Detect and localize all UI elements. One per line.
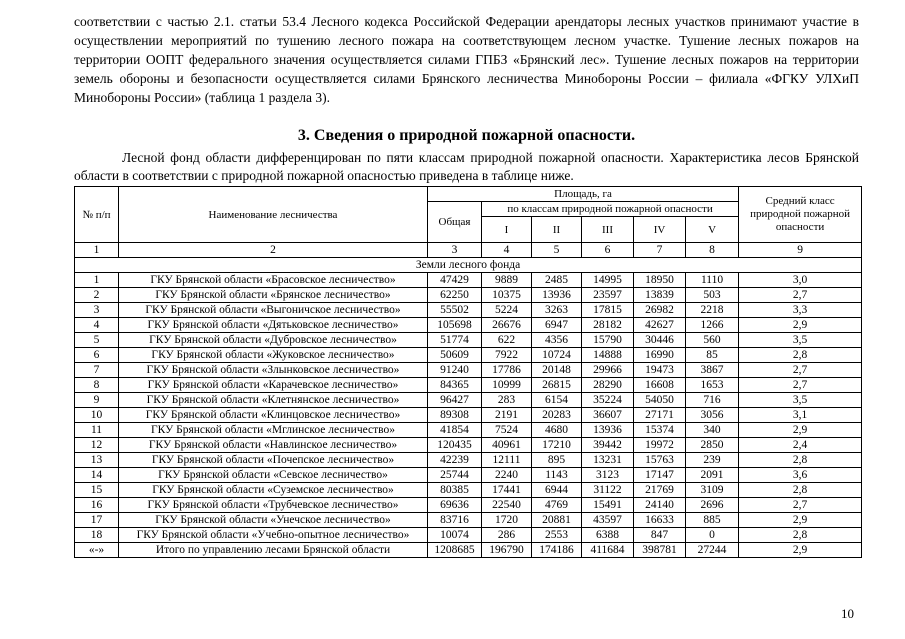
table-cell: 4356 xyxy=(532,333,582,348)
table-cell: 885 xyxy=(686,513,739,528)
table-cell: 47429 xyxy=(428,273,482,288)
table-cell: 2,7 xyxy=(739,363,862,378)
table-cell: 21769 xyxy=(634,483,686,498)
table-cell: 26815 xyxy=(532,378,582,393)
header-name: Наименование лесничества xyxy=(119,187,428,243)
table-cell: 17210 xyxy=(532,438,582,453)
table-cell: 1 xyxy=(75,273,119,288)
table-cell: 17786 xyxy=(482,363,532,378)
table-cell: 18950 xyxy=(634,273,686,288)
table-row xyxy=(75,348,862,363)
table-cell: 20881 xyxy=(532,513,582,528)
table-cell: 239 xyxy=(686,453,739,468)
table-cell: 17147 xyxy=(634,468,686,483)
table-cell: 17441 xyxy=(482,483,532,498)
table-cell: 13 xyxy=(75,453,119,468)
body-paragraph: соответствии с частью 2.1. статьи 53.4 Лесного кодекса Российской Федерации арендаторы лесных участков принимают участие в осуществлении мероприятий по тушению лесного пожара на соответствующем лесном участке. Тушение лесных пожаров на территории ООПТ федерального значения осуществляется силами ГПБЗ «Брянский лес». Тушение лесных пожаров на территории земель обороны и безопасности осуществляется силами Брянского лесничества Минобороны России – филиала «ФГКУ УЛХиП Минобороны России» (таблица 1 раздела 3). xyxy=(74,14,859,105)
table-cell: 120435 xyxy=(428,438,482,453)
table-cell: 3867 xyxy=(686,363,739,378)
table-cell: 17 xyxy=(75,513,119,528)
table-cell: 50609 xyxy=(428,348,482,363)
table-row xyxy=(75,408,862,423)
table-cell: 40961 xyxy=(482,438,532,453)
table-cell: 13839 xyxy=(634,288,686,303)
table-cell: 1653 xyxy=(686,378,739,393)
table-row xyxy=(75,378,862,393)
table-cell: 105698 xyxy=(428,318,482,333)
section-row xyxy=(75,258,862,273)
forestry-name-cell: ГКУ Брянской области «Злынковское лесничество» xyxy=(119,363,428,378)
table-cell: 2,9 xyxy=(739,513,862,528)
document-page xyxy=(74,12,859,558)
table-cell: 560 xyxy=(686,333,739,348)
header-by-class: по классам природной пожарной опасности xyxy=(482,202,739,217)
table-cell: 2,9 xyxy=(739,543,862,558)
forestry-name-cell: ГКУ Брянской области «Дубровское лесничество» xyxy=(119,333,428,348)
table-cell: 2,8 xyxy=(739,483,862,498)
table-cell: 6 xyxy=(75,348,119,363)
table-cell: 15 xyxy=(75,483,119,498)
table-cell: 51774 xyxy=(428,333,482,348)
table-cell: 9 xyxy=(75,393,119,408)
table-cell: 91240 xyxy=(428,363,482,378)
table-cell: 10724 xyxy=(532,348,582,363)
table-cell: 1266 xyxy=(686,318,739,333)
table-cell: 14995 xyxy=(582,273,634,288)
header-class-2: II xyxy=(532,217,582,243)
header-avg: Средний класс природной пожарной опасности xyxy=(739,187,862,243)
table-cell: 12111 xyxy=(482,453,532,468)
table-cell: 2,7 xyxy=(739,378,862,393)
table-cell: 5224 xyxy=(482,303,532,318)
table-cell: 3,5 xyxy=(739,393,862,408)
table-cell: 25744 xyxy=(428,468,482,483)
table-cell: 2,8 xyxy=(739,528,862,543)
table-cell: 27171 xyxy=(634,408,686,423)
table-cell: 3,1 xyxy=(739,408,862,423)
forestry-name-cell: ГКУ Брянской области «Выгоничское лесничество» xyxy=(119,303,428,318)
table-cell: 286 xyxy=(482,528,532,543)
table-row xyxy=(75,333,862,348)
table-row xyxy=(75,543,862,558)
table-cell: 16990 xyxy=(634,348,686,363)
table-row xyxy=(75,288,862,303)
table-cell: 13936 xyxy=(532,288,582,303)
table-cell: 10375 xyxy=(482,288,532,303)
column-number-cell: 2 xyxy=(119,243,428,258)
table-cell: 2091 xyxy=(686,468,739,483)
table-cell: 36607 xyxy=(582,408,634,423)
column-number-cell: 4 xyxy=(482,243,532,258)
table-cell: 2485 xyxy=(532,273,582,288)
table-row xyxy=(75,363,862,378)
table-row xyxy=(75,273,862,288)
table-cell: 35224 xyxy=(582,393,634,408)
table-cell: 15374 xyxy=(634,423,686,438)
table-cell: 3109 xyxy=(686,483,739,498)
table-cell: 4769 xyxy=(532,498,582,513)
table-cell: 89308 xyxy=(428,408,482,423)
table-cell: 174186 xyxy=(532,543,582,558)
table-row xyxy=(75,483,862,498)
table-cell: 15790 xyxy=(582,333,634,348)
table-cell: 7 xyxy=(75,363,119,378)
table-cell: 622 xyxy=(482,333,532,348)
table-cell: 22540 xyxy=(482,498,532,513)
table-cell: 5 xyxy=(75,333,119,348)
table-cell: 1208685 xyxy=(428,543,482,558)
header-class-1: I xyxy=(482,217,532,243)
table-cell: 6388 xyxy=(582,528,634,543)
table-cell: 20148 xyxy=(532,363,582,378)
header-num: № п/п xyxy=(75,187,119,243)
table-cell: 13936 xyxy=(582,423,634,438)
forestry-name-cell: ГКУ Брянской области «Суземское лесничество» xyxy=(119,483,428,498)
table-cell: 3,3 xyxy=(739,303,862,318)
forestry-name-cell: ГКУ Брянской области «Почепское лесничество» xyxy=(119,453,428,468)
table-cell: 1143 xyxy=(532,468,582,483)
table-cell: 1720 xyxy=(482,513,532,528)
table-cell: 3263 xyxy=(532,303,582,318)
table-row xyxy=(75,318,862,333)
table-cell: 2,8 xyxy=(739,348,862,363)
column-number-cell: 9 xyxy=(739,243,862,258)
table-cell: 12 xyxy=(75,438,119,453)
column-number-cell: 5 xyxy=(532,243,582,258)
table-row xyxy=(75,468,862,483)
table-cell: 15491 xyxy=(582,498,634,513)
table-cell: 3 xyxy=(75,303,119,318)
table-cell: 716 xyxy=(686,393,739,408)
table-row xyxy=(75,498,862,513)
table-cell: 2,9 xyxy=(739,423,862,438)
header-total: Общая xyxy=(428,202,482,243)
forestry-name-cell: ГКУ Брянской области «Брянское лесничество» xyxy=(119,288,428,303)
table-row xyxy=(75,453,862,468)
table-cell: 2,8 xyxy=(739,453,862,468)
table-cell: 26982 xyxy=(634,303,686,318)
table-cell: 23597 xyxy=(582,288,634,303)
table-cell: 3,5 xyxy=(739,333,862,348)
table-row xyxy=(75,303,862,318)
table-cell: 43597 xyxy=(582,513,634,528)
table-cell: 7922 xyxy=(482,348,532,363)
column-number-cell: 3 xyxy=(428,243,482,258)
table-cell: 96427 xyxy=(428,393,482,408)
table-cell: 503 xyxy=(686,288,739,303)
table-cell: 11 xyxy=(75,423,119,438)
table-cell: 10074 xyxy=(428,528,482,543)
table-cell: 16 xyxy=(75,498,119,513)
table-cell: 1110 xyxy=(686,273,739,288)
table-cell: «-» xyxy=(75,543,119,558)
table-cell: 3056 xyxy=(686,408,739,423)
forestry-name-cell: ГКУ Брянской области «Клинцовское лесничество» xyxy=(119,408,428,423)
table-cell: 39442 xyxy=(582,438,634,453)
table-cell: 895 xyxy=(532,453,582,468)
table-cell: 2,4 xyxy=(739,438,862,453)
column-number-row xyxy=(75,243,862,258)
table-cell: 8 xyxy=(75,378,119,393)
table-cell: 27244 xyxy=(686,543,739,558)
table-cell: 42627 xyxy=(634,318,686,333)
table-cell: 2,7 xyxy=(739,288,862,303)
table-cell: 283 xyxy=(482,393,532,408)
table-cell: 17815 xyxy=(582,303,634,318)
table-cell: 26676 xyxy=(482,318,532,333)
table-cell: 62250 xyxy=(428,288,482,303)
table-cell: 0 xyxy=(686,528,739,543)
table-cell: 84365 xyxy=(428,378,482,393)
table-cell: 10999 xyxy=(482,378,532,393)
table-cell: 2191 xyxy=(482,408,532,423)
table-cell: 3123 xyxy=(582,468,634,483)
forestry-name-cell: Итого по управлению лесами Брянской области xyxy=(119,543,428,558)
forestry-name-cell: ГКУ Брянской области «Карачевское лесничество» xyxy=(119,378,428,393)
table-cell: 42239 xyxy=(428,453,482,468)
table-cell: 20283 xyxy=(532,408,582,423)
table-cell: 2 xyxy=(75,288,119,303)
column-number-cell: 7 xyxy=(634,243,686,258)
table-cell: 54050 xyxy=(634,393,686,408)
column-number-cell: 8 xyxy=(686,243,739,258)
fire-danger-table xyxy=(74,186,862,558)
column-number-cell: 1 xyxy=(75,243,119,258)
table-cell: 19473 xyxy=(634,363,686,378)
table-cell: 411684 xyxy=(582,543,634,558)
table-cell: 55502 xyxy=(428,303,482,318)
table-cell: 85 xyxy=(686,348,739,363)
table-cell: 9889 xyxy=(482,273,532,288)
table-cell: 6154 xyxy=(532,393,582,408)
table-cell: 2553 xyxy=(532,528,582,543)
table-cell: 14 xyxy=(75,468,119,483)
table-cell: 2,9 xyxy=(739,318,862,333)
table-cell: 2850 xyxy=(686,438,739,453)
header-class-3: III xyxy=(582,217,634,243)
header-class-5: V xyxy=(686,217,739,243)
table-row xyxy=(75,513,862,528)
forestry-name-cell: ГКУ Брянской области «Мглинское лесничество» xyxy=(119,423,428,438)
header-class-4: IV xyxy=(634,217,686,243)
table-cell: 340 xyxy=(686,423,739,438)
table-row xyxy=(75,528,862,543)
table-cell: 29966 xyxy=(582,363,634,378)
section-label: Земли лесного фонда xyxy=(75,258,862,273)
forestry-name-cell: ГКУ Брянской области «Трубчевское лесничество» xyxy=(119,498,428,513)
table-cell: 4 xyxy=(75,318,119,333)
table-cell: 41854 xyxy=(428,423,482,438)
table-row xyxy=(75,393,862,408)
table-cell: 2,7 xyxy=(739,498,862,513)
forestry-name-cell: ГКУ Брянской области «Учебно-опытное лесничество» xyxy=(119,528,428,543)
table-cell: 2240 xyxy=(482,468,532,483)
table-cell: 18 xyxy=(75,528,119,543)
column-number-cell: 6 xyxy=(582,243,634,258)
table-cell: 19972 xyxy=(634,438,686,453)
table-cell: 15763 xyxy=(634,453,686,468)
section-heading: 3. Сведения о природной пожарной опасности. xyxy=(297,127,636,144)
forestry-name-cell: ГКУ Брянской области «Унечское лесничество» xyxy=(119,513,428,528)
header-area: Площадь, га xyxy=(428,187,739,202)
forestry-name-cell: ГКУ Брянской области «Навлинское лесничество» xyxy=(119,438,428,453)
table-cell: 2696 xyxy=(686,498,739,513)
table-cell: 398781 xyxy=(634,543,686,558)
table-cell: 3,0 xyxy=(739,273,862,288)
forestry-name-cell: ГКУ Брянской области «Жуковское лесничество» xyxy=(119,348,428,363)
table-cell: 6947 xyxy=(532,318,582,333)
table-cell: 80385 xyxy=(428,483,482,498)
table-cell: 14888 xyxy=(582,348,634,363)
table-cell: 69636 xyxy=(428,498,482,513)
table-cell: 3,6 xyxy=(739,468,862,483)
table-cell: 847 xyxy=(634,528,686,543)
table-row xyxy=(75,423,862,438)
table-row xyxy=(75,438,862,453)
table-cell: 2218 xyxy=(686,303,739,318)
forestry-name-cell: ГКУ Брянской области «Клетнянское лесничество» xyxy=(119,393,428,408)
table-cell: 16633 xyxy=(634,513,686,528)
forestry-name-cell: ГКУ Брянской области «Севское лесничество» xyxy=(119,468,428,483)
table-cell: 4680 xyxy=(532,423,582,438)
table-cell: 6944 xyxy=(532,483,582,498)
table-cell: 28182 xyxy=(582,318,634,333)
table-cell: 30446 xyxy=(634,333,686,348)
table-cell: 31122 xyxy=(582,483,634,498)
table-cell: 83716 xyxy=(428,513,482,528)
table-cell: 16608 xyxy=(634,378,686,393)
page-number: 10 xyxy=(841,606,854,621)
table-cell: 196790 xyxy=(482,543,532,558)
intro-paragraph: Лесной фонд области дифференцирован по пяти классам природной пожарной опасности. Характеристика лесов Брянской области в соответствии с природной пожарной опасностью приведена в таблице ниже. xyxy=(74,150,859,183)
table-cell: 13231 xyxy=(582,453,634,468)
forestry-name-cell: ГКУ Брянской области «Брасовское лесничество» xyxy=(119,273,428,288)
table-cell: 7524 xyxy=(482,423,532,438)
forestry-name-cell: ГКУ Брянской области «Дятьковское лесничество» xyxy=(119,318,428,333)
table-cell: 28290 xyxy=(582,378,634,393)
table-cell: 24140 xyxy=(634,498,686,513)
table-cell: 10 xyxy=(75,408,119,423)
